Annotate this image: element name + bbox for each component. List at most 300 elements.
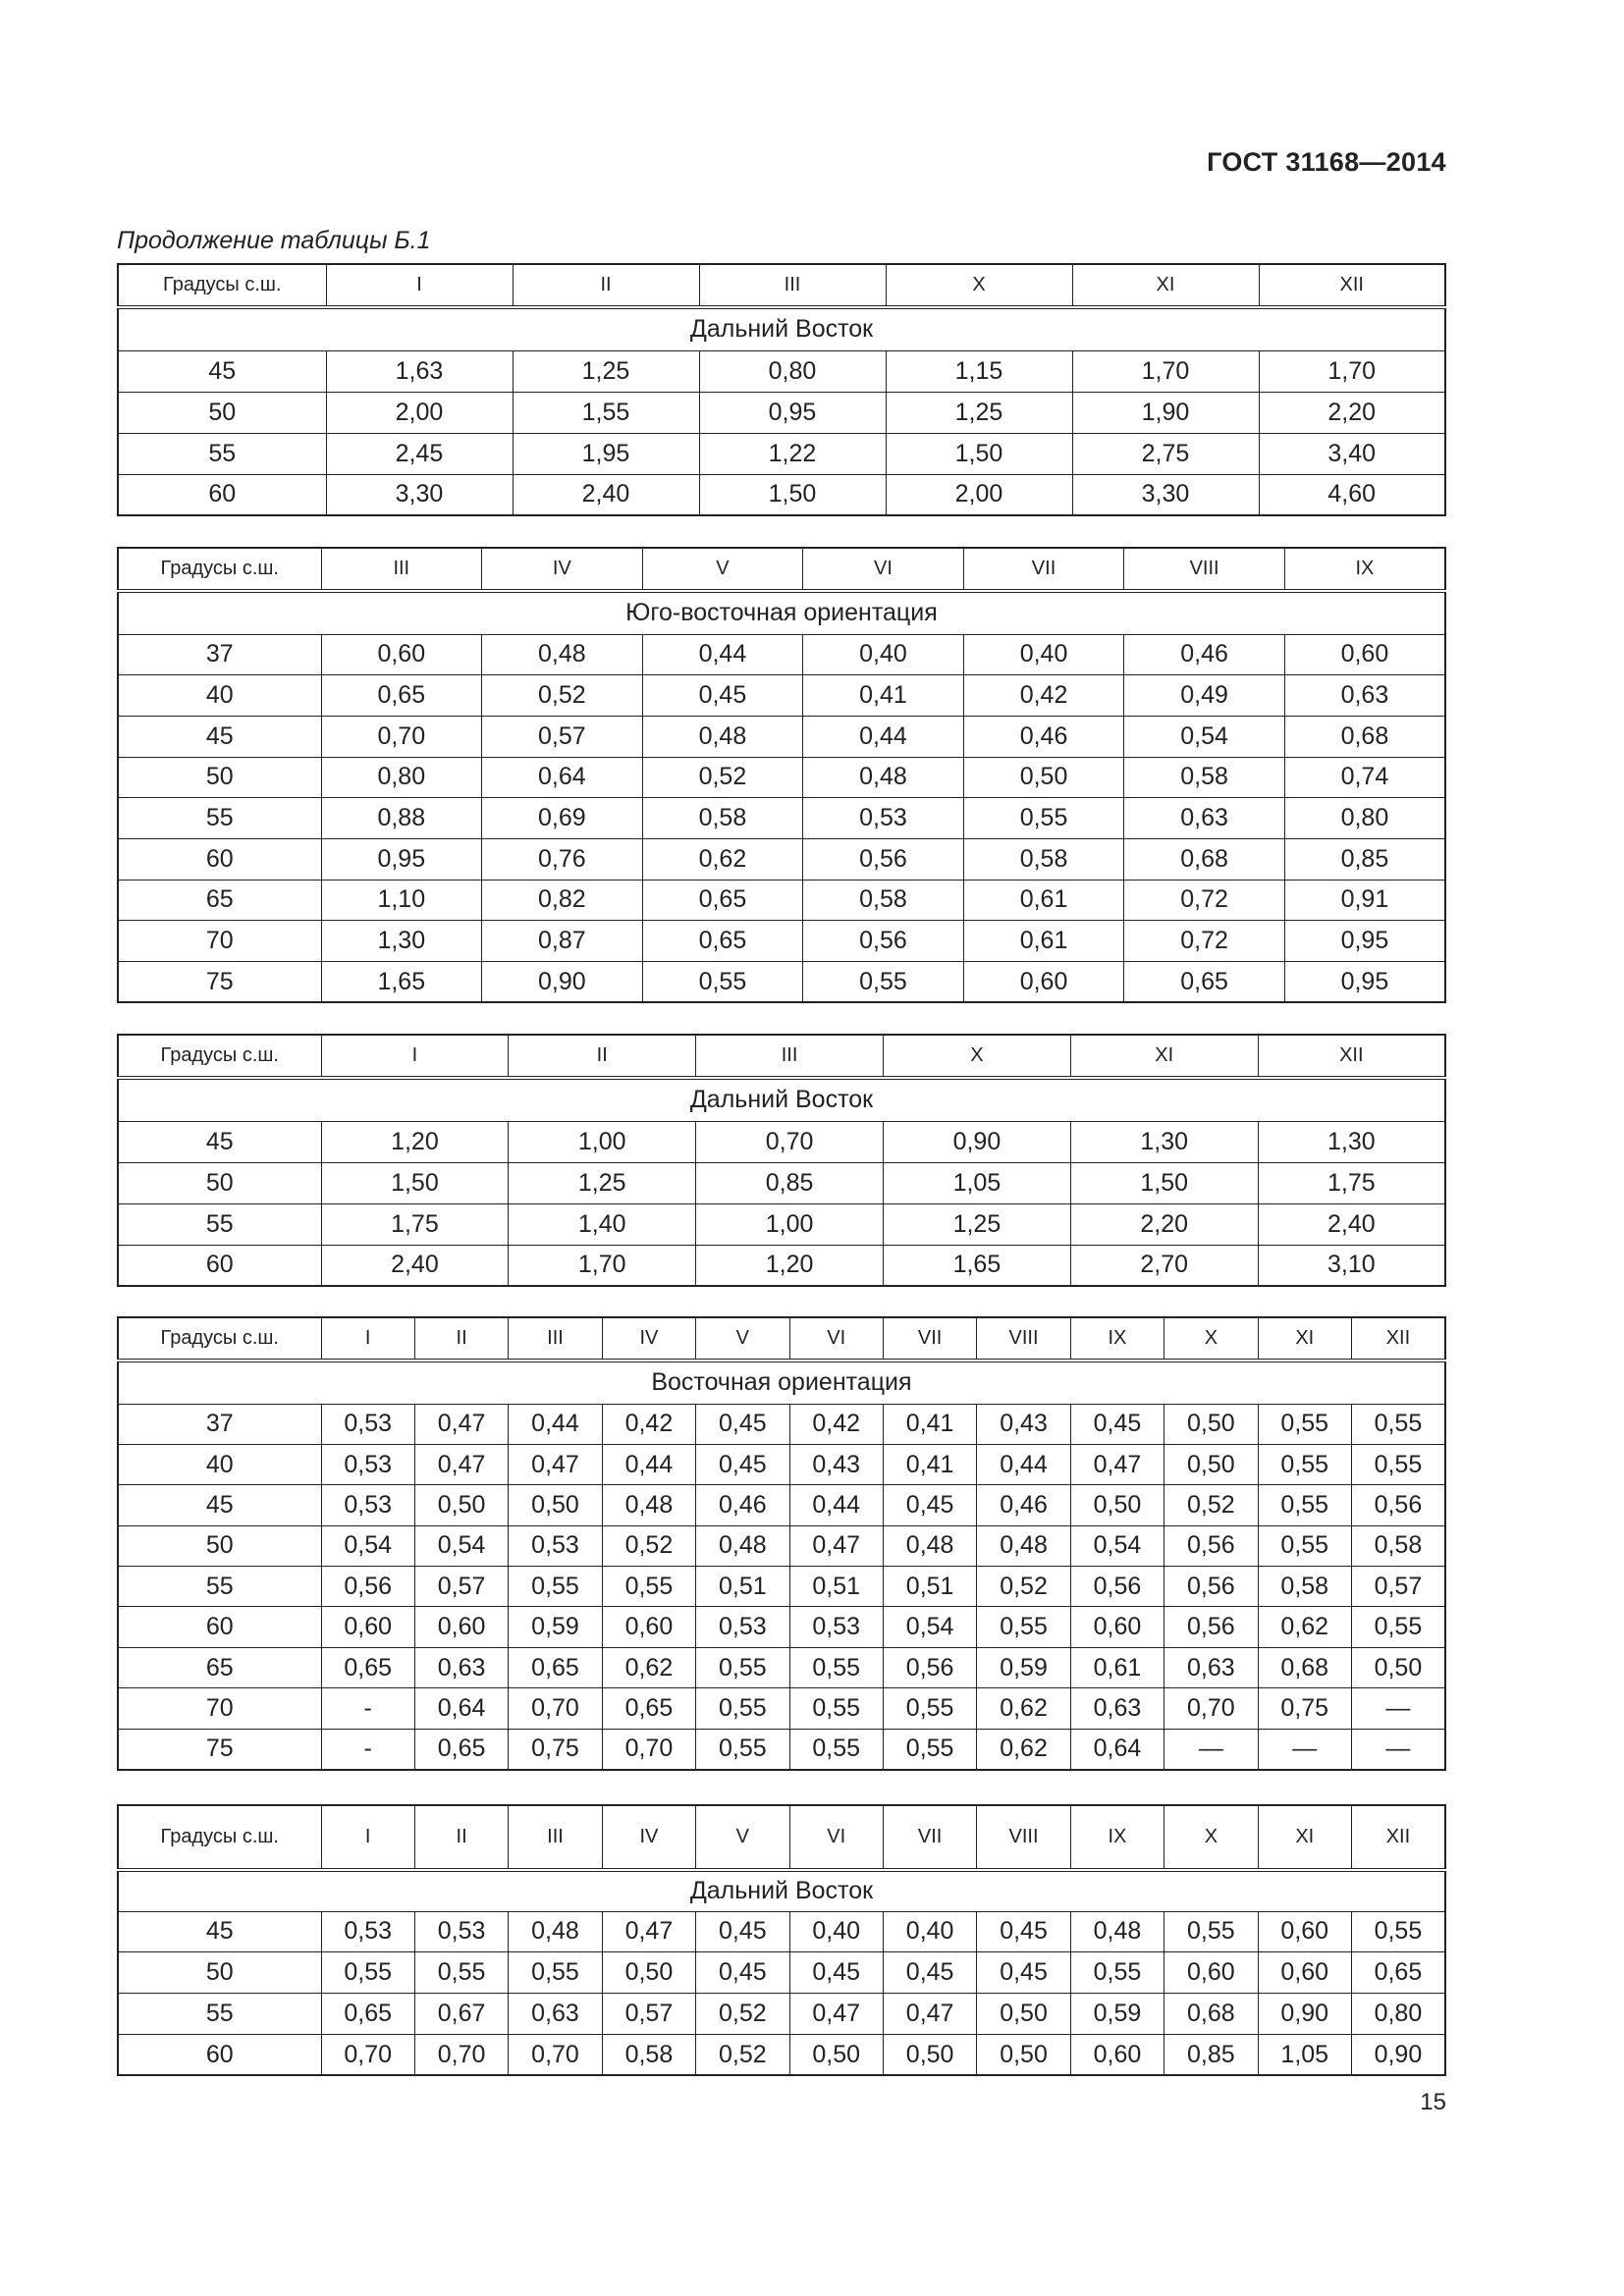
value-cell: 1,70 [1072,350,1259,392]
value-cell: 3,10 [1258,1245,1445,1286]
header-month: XII [1351,1317,1444,1361]
value-cell: 0,55 [1351,1607,1444,1647]
value-cell: 0,55 [789,1729,883,1769]
value-cell: 0,41 [883,1404,976,1444]
header-month: XI [1070,1035,1258,1078]
header-month: IV [602,1317,695,1361]
latitude-cell: 37 [118,1404,321,1444]
value-cell: 0,62 [602,1647,695,1687]
value-cell: 0,54 [414,1525,508,1566]
section-row [118,1078,1445,1121]
value-cell: 1,10 [321,880,482,921]
value-cell: 0,58 [1124,757,1285,798]
value-cell: 2,75 [1072,433,1259,474]
latitude-cell: 40 [118,1444,321,1484]
value-cell: 0,60 [1258,1911,1351,1952]
value-cell: 0,70 [1164,1688,1258,1729]
header-month: I [321,1805,414,1870]
table-southeast-orientation [117,547,1446,1003]
value-cell: 0,95 [699,392,886,433]
table-row [118,1688,1445,1729]
value-cell: 0,70 [414,2034,508,2075]
section-title: Дальний Восток [118,1078,1445,1121]
value-cell: 0,47 [883,1994,976,2035]
value-cell: 0,61 [1070,1647,1164,1687]
value-cell: 0,60 [602,1607,695,1647]
value-cell: 0,41 [883,1444,976,1484]
latitude-cell: 50 [118,392,326,433]
value-cell: 0,91 [1284,880,1445,921]
value-cell: 0,60 [321,634,482,675]
value-cell: 0,52 [602,1525,695,1566]
value-cell: 1,50 [886,433,1072,474]
value-cell: 0,44 [977,1444,1070,1484]
table-row [118,798,1445,839]
value-cell: 0,65 [1124,962,1285,1003]
value-cell: 0,70 [509,2034,602,2075]
value-cell: — [1164,1729,1258,1769]
value-cell: 0,54 [321,1525,414,1566]
value-cell: 0,68 [1258,1647,1351,1687]
value-cell: 0,53 [509,1525,602,1566]
section-title: Дальний Восток [118,307,1445,350]
latitude-cell: 50 [118,1525,321,1566]
value-cell: 0,95 [321,838,482,880]
latitude-cell: 37 [118,634,321,675]
value-cell: 0,65 [642,921,803,962]
header-month: IX [1070,1317,1164,1361]
value-cell: 0,60 [321,1607,414,1647]
section-title: Юго-восточная ориентация [118,591,1445,634]
value-cell: 0,90 [482,962,643,1003]
value-cell: 0,45 [1070,1404,1164,1444]
header-month: IX [1284,548,1445,591]
value-cell: 0,58 [602,2034,695,2075]
value-cell: 0,62 [977,1688,1070,1729]
header-latitude: Градусы с.ш. [118,264,326,307]
value-cell: 2,70 [1070,1245,1258,1286]
section-title: Восточная ориентация [118,1361,1445,1404]
value-cell: 0,60 [1164,1952,1258,1994]
value-cell: 1,50 [1070,1162,1258,1203]
value-cell: 0,63 [1284,675,1445,717]
value-cell: 0,70 [321,2034,414,2075]
header-month: I [321,1317,414,1361]
value-cell: 0,95 [1284,962,1445,1003]
value-cell: 0,61 [963,880,1124,921]
value-cell: 0,55 [789,1688,883,1729]
value-cell: 0,55 [602,1567,695,1607]
header-month: I [326,264,513,307]
value-cell: 0,42 [963,675,1124,717]
value-cell: 0,47 [789,1525,883,1566]
value-cell: 0,63 [1070,1688,1164,1729]
value-cell: 0,65 [602,1688,695,1729]
latitude-cell: 75 [118,962,321,1003]
value-cell: 2,40 [321,1245,509,1286]
value-cell: 0,40 [883,1911,976,1952]
value-cell: 1,50 [321,1162,509,1203]
header-month: II [509,1035,696,1078]
value-cell: 0,57 [414,1567,508,1607]
value-cell: 4,60 [1259,474,1445,515]
value-cell: 0,58 [1351,1525,1444,1566]
value-cell: 0,41 [803,675,964,717]
header-month: I [321,1035,509,1078]
value-cell: 0,55 [414,1952,508,1994]
value-cell: 0,48 [977,1525,1070,1566]
table-row [118,1404,1445,1444]
value-cell: 0,65 [321,675,482,717]
value-cell: 0,56 [321,1567,414,1607]
header-month: III [321,548,482,591]
value-cell: 0,60 [1284,634,1445,675]
value-cell: 0,55 [1258,1525,1351,1566]
section-row [118,307,1445,350]
value-cell: - [321,1729,414,1769]
value-cell: 0,57 [1351,1567,1444,1607]
value-cell: 0,47 [509,1444,602,1484]
value-cell: 0,55 [883,1688,976,1729]
latitude-cell: 40 [118,675,321,717]
header-month: IV [602,1805,695,1870]
value-cell: 1,90 [1072,392,1259,433]
header-month: VI [789,1805,883,1870]
value-cell: 0,50 [977,1994,1070,2035]
header-month: V [696,1317,789,1361]
value-cell: 0,51 [883,1567,976,1607]
header-latitude: Градусы с.ш. [118,1805,321,1870]
value-cell: 0,76 [482,838,643,880]
latitude-cell: 75 [118,1729,321,1769]
latitude-cell: 45 [118,1485,321,1525]
value-cell: 0,43 [977,1404,1070,1444]
value-cell: 3,40 [1259,433,1445,474]
header-month: XII [1351,1805,1444,1870]
value-cell: 0,70 [602,1729,695,1769]
table-row [118,1162,1445,1203]
value-cell: 0,59 [977,1647,1070,1687]
value-cell: 1,55 [513,392,699,433]
latitude-cell: 45 [118,716,321,757]
latitude-cell: 45 [118,1121,321,1162]
value-cell: 1,25 [509,1162,696,1203]
latitude-cell: 55 [118,798,321,839]
value-cell: 0,56 [1164,1607,1258,1647]
value-cell: 0,42 [789,1404,883,1444]
value-cell: 0,47 [414,1444,508,1484]
value-cell: — [1258,1729,1351,1769]
value-cell: 0,62 [977,1729,1070,1769]
latitude-cell: 65 [118,880,321,921]
value-cell: 0,40 [963,634,1124,675]
value-cell: 0,63 [509,1994,602,2035]
value-cell: 0,48 [1070,1911,1164,1952]
value-cell: 0,62 [1258,1607,1351,1647]
header-month: III [696,1035,884,1078]
value-cell: 0,58 [642,798,803,839]
value-cell: 0,53 [321,1911,414,1952]
value-cell: — [1351,1688,1444,1729]
table-row [118,880,1445,921]
value-cell: 0,45 [696,1444,789,1484]
latitude-cell: 55 [118,1994,321,2035]
value-cell: 0,45 [642,675,803,717]
value-cell: 0,61 [963,921,1124,962]
page-number: 15 [1420,2089,1446,2115]
latitude-cell: 70 [118,1688,321,1729]
value-cell: 0,60 [1070,2034,1164,2075]
table-row [118,392,1445,433]
value-cell: 0,49 [1124,675,1285,717]
value-cell: 0,70 [696,1121,884,1162]
latitude-cell: 65 [118,1647,321,1687]
value-cell: - [321,1688,414,1729]
header-month: VIII [977,1317,1070,1361]
table-row [118,1647,1445,1687]
value-cell: 0,47 [1070,1444,1164,1484]
latitude-cell: 50 [118,1952,321,1994]
value-cell: 0,50 [509,1485,602,1525]
value-cell: 0,55 [1258,1485,1351,1525]
value-cell: 0,60 [414,1607,508,1647]
value-cell: 0,45 [977,1911,1070,1952]
table-far-east-2 [117,1034,1446,1287]
value-cell: 0,47 [602,1911,695,1952]
latitude-cell: 45 [118,350,326,392]
value-cell: 0,57 [602,1994,695,2035]
value-cell: 2,45 [326,433,513,474]
value-cell: 0,56 [1351,1485,1444,1525]
header-month: VII [963,548,1124,591]
document-id: ГОСТ 31168—2014 [1207,147,1446,177]
value-cell: 0,55 [1351,1911,1444,1952]
table-row [118,838,1445,880]
header-row [118,1805,1445,1870]
value-cell: 2,00 [886,474,1072,515]
value-cell: 0,48 [482,634,643,675]
value-cell: 2,20 [1259,392,1445,433]
value-cell: 2,00 [326,392,513,433]
value-cell: 0,64 [482,757,643,798]
latitude-cell: 60 [118,838,321,880]
value-cell: 0,54 [883,1607,976,1647]
header-row [118,548,1445,591]
value-cell: 2,40 [513,474,699,515]
value-cell: 0,68 [1284,716,1445,757]
value-cell: 0,90 [883,1121,1070,1162]
value-cell: 0,56 [803,921,964,962]
header-month: VIII [1124,548,1285,591]
table-row [118,1203,1445,1245]
value-cell: 1,00 [509,1121,696,1162]
latitude-cell: 55 [118,1567,321,1607]
value-cell: 0,65 [321,1994,414,2035]
value-cell: 0,48 [883,1525,976,1566]
header-month: IV [482,548,643,591]
value-cell: 0,57 [482,716,643,757]
latitude-cell: 45 [118,1911,321,1952]
value-cell: 0,50 [883,2034,976,2075]
header-latitude: Градусы с.ш. [118,1317,321,1361]
value-cell: 0,65 [414,1729,508,1769]
header-month: VI [803,548,964,591]
latitude-cell: 50 [118,757,321,798]
value-cell: 0,75 [1258,1688,1351,1729]
header-month: II [414,1805,508,1870]
table-far-east-1 [117,263,1446,516]
value-cell: 0,45 [696,1911,789,1952]
value-cell: 1,95 [513,433,699,474]
value-cell: 0,58 [963,838,1124,880]
header-month: VII [883,1317,976,1361]
table-row [118,675,1445,717]
value-cell: 0,85 [1164,2034,1258,2075]
value-cell: 0,72 [1124,880,1285,921]
value-cell: 0,70 [321,716,482,757]
value-cell: 0,56 [1164,1525,1258,1566]
table-row [118,757,1445,798]
value-cell: 0,53 [414,1911,508,1952]
value-cell: 0,85 [696,1162,884,1203]
value-cell: 0,87 [482,921,643,962]
header-row [118,1035,1445,1078]
header-month: III [509,1805,602,1870]
table-row [118,921,1445,962]
header-latitude: Градусы с.ш. [118,1035,321,1078]
section-row [118,1361,1445,1404]
section-row [118,1870,1445,1911]
value-cell: 0,59 [1070,1994,1164,2035]
value-cell: 0,54 [1124,716,1285,757]
value-cell: 0,52 [977,1567,1070,1607]
header-month: III [509,1317,602,1361]
value-cell: 0,60 [963,962,1124,1003]
value-cell: 1,65 [321,962,482,1003]
value-cell: 0,40 [789,1911,883,1952]
value-cell: 0,51 [789,1567,883,1607]
header-month: X [1164,1805,1258,1870]
value-cell: 0,60 [1258,1952,1351,1994]
header-month: IX [1070,1805,1164,1870]
latitude-cell: 60 [118,1607,321,1647]
value-cell: 0,63 [414,1647,508,1687]
value-cell: 0,44 [642,634,803,675]
value-cell: 0,54 [1070,1525,1164,1566]
table-row [118,1567,1445,1607]
value-cell: 0,44 [509,1404,602,1444]
value-cell: 0,74 [1284,757,1445,798]
value-cell: 0,45 [696,1952,789,1994]
table-row [118,433,1445,474]
value-cell: 0,47 [414,1404,508,1444]
value-cell: 1,70 [509,1245,696,1286]
value-cell: 0,43 [789,1444,883,1484]
value-cell: 0,46 [696,1485,789,1525]
table-east-orientation [117,1316,1446,1771]
latitude-cell: 60 [118,1245,321,1286]
header-month: XII [1258,1035,1445,1078]
value-cell: 0,47 [789,1994,883,2035]
value-cell: 0,72 [1124,921,1285,962]
value-cell: 0,55 [509,1567,602,1607]
table-row [118,1994,1445,2035]
header-month: V [696,1805,789,1870]
value-cell: 0,45 [977,1952,1070,1994]
value-cell: 0,55 [1258,1404,1351,1444]
value-cell: 0,64 [1070,1729,1164,1769]
value-cell: 0,53 [321,1404,414,1444]
value-cell: 0,40 [803,634,964,675]
value-cell: 0,48 [803,757,964,798]
value-cell: 0,70 [509,1688,602,1729]
value-cell: 0,46 [963,716,1124,757]
value-cell: 0,65 [321,1647,414,1687]
table-row [118,474,1445,515]
value-cell: 0,64 [414,1688,508,1729]
value-cell: 0,50 [1351,1647,1444,1687]
header-month: II [513,264,699,307]
table-row [118,1911,1445,1952]
table-row [118,1952,1445,1994]
table-row [118,2034,1445,2075]
value-cell: 0,53 [321,1485,414,1525]
value-cell: 0,46 [977,1485,1070,1525]
value-cell: 0,52 [696,2034,789,2075]
latitude-cell: 55 [118,1203,321,1245]
latitude-cell: 60 [118,474,326,515]
table-row [118,962,1445,1003]
value-cell: 1,40 [509,1203,696,1245]
value-cell: 1,50 [699,474,886,515]
value-cell: 0,69 [482,798,643,839]
value-cell: 0,68 [1124,838,1285,880]
table-row [118,1729,1445,1769]
value-cell: 1,25 [886,392,1072,433]
value-cell: 0,55 [789,1647,883,1687]
value-cell: 0,55 [696,1647,789,1687]
value-cell: 0,82 [482,880,643,921]
header-month: V [642,548,803,591]
value-cell: 0,55 [696,1729,789,1769]
header-month: II [414,1317,508,1361]
value-cell: 0,80 [1284,798,1445,839]
header-latitude: Градусы с.ш. [118,548,321,591]
value-cell: 0,50 [1070,1485,1164,1525]
value-cell: 0,50 [1164,1444,1258,1484]
header-month: VIII [977,1805,1070,1870]
table-caption: Продолжение таблицы Б.1 [117,227,431,254]
value-cell: 0,50 [977,2034,1070,2075]
value-cell: 2,20 [1070,1203,1258,1245]
value-cell: 0,55 [1164,1911,1258,1952]
value-cell: 0,63 [1164,1647,1258,1687]
value-cell: 0,65 [509,1647,602,1687]
value-cell: 0,45 [883,1952,976,1994]
value-cell: 0,42 [602,1404,695,1444]
value-cell: 1,20 [696,1245,884,1286]
value-cell: 0,55 [883,1729,976,1769]
value-cell: 1,05 [883,1162,1070,1203]
value-cell: 0,45 [883,1485,976,1525]
value-cell: 1,05 [1258,2034,1351,2075]
value-cell: 0,88 [321,798,482,839]
value-cell: 0,55 [1070,1952,1164,1994]
value-cell: 0,53 [803,798,964,839]
value-cell: 0,80 [1351,1994,1444,2035]
value-cell: 0,45 [696,1404,789,1444]
value-cell: 1,75 [1258,1162,1445,1203]
